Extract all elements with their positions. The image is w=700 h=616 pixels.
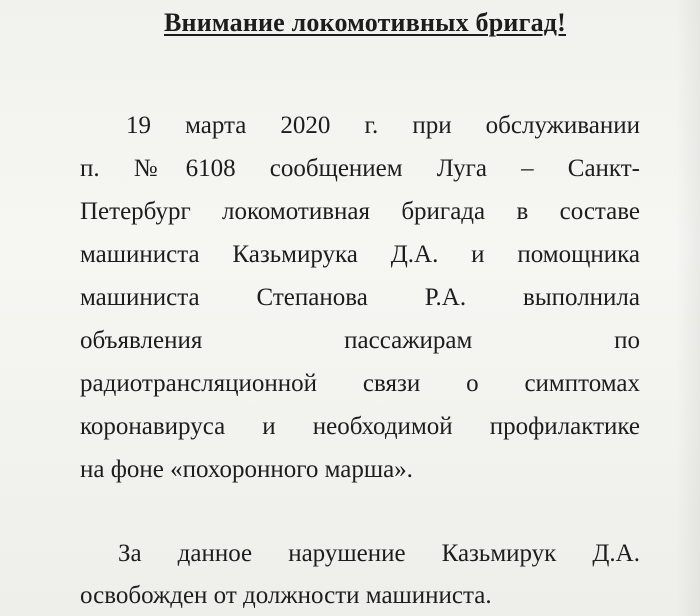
paragraph1-line-5: машиниста Степанова Р.А. выполнила	[80, 284, 640, 311]
paragraph1-line-6: объявления пассажирам по	[80, 327, 640, 354]
paragraph2-line-1: За данное нарушение Казьмирук Д.А.	[118, 540, 640, 567]
paragraph2-line-2: освобожден от должности машиниста.	[80, 582, 492, 609]
notice-title: Внимание локомотивных бригад!	[163, 8, 567, 37]
paragraph1-line-3: Петербург локомотивная бригада в составе	[80, 198, 640, 225]
paragraph1-line-2: п. №6108 сообщением Луга – Санкт-	[80, 155, 640, 182]
paragraph1-line-4: машиниста Казьмирука Д.А. и помощника	[80, 241, 640, 268]
paragraph1-line-7: радиотрансляционной связи о симптомах	[80, 370, 640, 397]
paper-edge-shadow	[676, 0, 700, 616]
paragraph1-line-9: на фоне «похоронного марша».	[80, 456, 413, 483]
paragraph1-line-8: коронавируса и необходимой профилактике	[80, 413, 640, 440]
paragraph1-line-1: 19 марта 2020 г. при обслуживании	[126, 112, 640, 139]
